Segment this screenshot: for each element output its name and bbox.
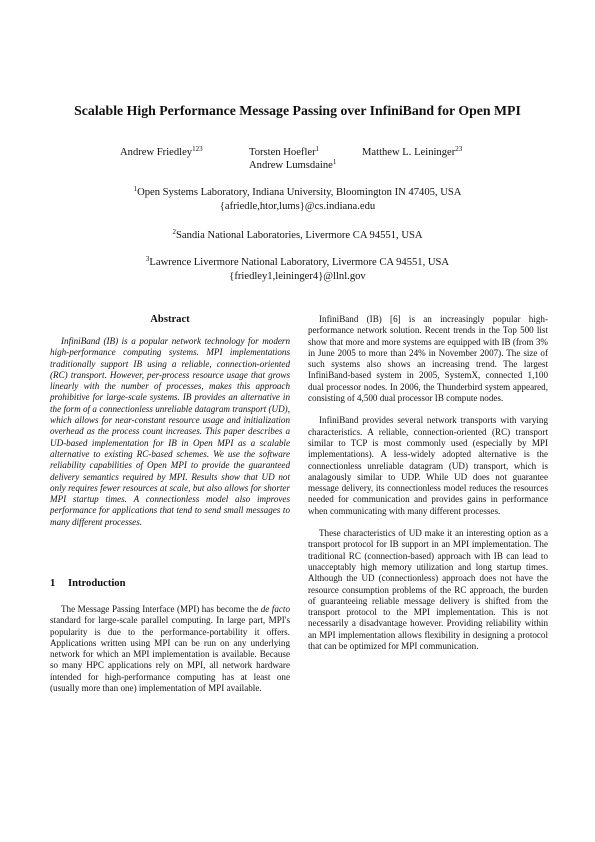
section-heading-introduction <box>50 578 126 589</box>
affiliation-email: {afriedle,htor,lums}@cs.indiana.edu <box>219 201 376 212</box>
intro-text-part: The Message Passing Interface (MPI) has become the <box>61 604 261 614</box>
affil-mark: 1 <box>133 185 138 193</box>
author-affil-mark: 1 <box>315 145 320 153</box>
section-title: Introduction <box>68 578 126 589</box>
paragraph-gap <box>308 517 548 528</box>
affil-mark: 3 <box>145 255 150 263</box>
affiliation-line <box>40 186 555 200</box>
section-number: 1 <box>50 578 56 589</box>
affiliation-line <box>40 256 555 270</box>
intro-text-emphasis: de facto <box>260 604 290 614</box>
affiliation-line <box>40 229 555 243</box>
intro-text <box>50 604 290 694</box>
author-name: Matthew L. Leininger <box>362 147 456 158</box>
abstract-body <box>50 336 290 528</box>
author-name: Andrew Friedley <box>120 147 193 158</box>
intro-text-part: standard for large-scale parallel computing. In large part, MPI's popularity is due to the performance-portability it offers. Applications written using MPI can be run on any underlying network for which an MPI implementation is available. Because so many HPC applications rely on MPI, all network hardware intended for high-performance computing has at least one (usually more than one) implementation of MPI available. <box>50 615 290 694</box>
affiliation-2 <box>40 229 555 243</box>
author-friedley <box>120 146 203 159</box>
author-affil-mark: 123 <box>192 145 203 153</box>
affil-mark: 2 <box>172 228 176 236</box>
author-affil-mark: 1 <box>332 158 337 166</box>
author-name: Torsten Hoefler <box>249 147 316 158</box>
affiliation-email: {friedley1,leininger4}@llnl.gov <box>229 271 366 282</box>
abstract-text: InfiniBand (IB) is a popular network technology for modern high-performance computing systems. MPI implementations traditionally support IB using a reliable, connection-oriented (RC) transport. However, per-process resource usage that grows linearly with the number of processes, makes this approach prohibitive for large-scale systems. IB provides an alternative in the form of a connectionless unreliable datagram transport (UD), which allows for near-constant resource usage and initialization overhead as the process count increases. This paper describes a UD-based implementation for IB in Open MPI as a scalable alternative to existing RC-based schemes. We use the software reliability capabilities of Open MPI to provide the guaranteed delivery semantics required by MPI. Results show that UD not only requires fewer resources at scale, but also allows for shorter MPI startup times. A connectionless model also improves performance for applications that tend to send small messages to many different processes. <box>50 336 290 527</box>
affiliation-1 <box>40 186 555 214</box>
author-affil-mark: 23 <box>455 145 463 153</box>
paper-title: Scalable High Performance Message Passing over InfiniBand for Open MPI <box>74 103 521 118</box>
affiliation-3 <box>40 256 555 284</box>
right-column <box>308 314 548 652</box>
author-leininger <box>362 146 462 159</box>
affil-text: Sandia National Laboratories, Livermore CA 94551, USA <box>175 230 423 241</box>
body-paragraph: InfiniBand (IB) [6] is an increasingly popular high-performance network solution. Recent trends in the Top 500 list show that more and more systems are equipped with IB (from 3% in June 2005 to more than 24% in November 2007). The size of such systems also shows an increasing trend. The largest InfiniBand-based system in 2005, SystemX, connected 1,100 dual processor nodes. In 2006, the Thunderbird system appeared, consisting of 4,500 dual processor IB compute nodes. <box>308 314 548 404</box>
abstract-heading: Abstract <box>150 314 190 325</box>
body-paragraph: These characteristics of UD make it an interesting option as a transport protocol for IB support in an MPI implementation. The traditional RC (connection-based) approach with IB can lead to unacceptably high memory utilization and long startup times. Although the UD (connectionless) approach does not have the resource consumption problems of the RC approach, the burden of guaranteeing reliable message delivery is shifted from the transport protocol to the MPI implementation. This is not necessarily a disadvantage however. Providing reliability within an MPI implementation allows flexibility in designing a protocol that can be optimized for MPI communication. <box>308 528 548 652</box>
affil-text: Lawrence Livermore National Laboratory, Livermore CA 94551, USA <box>149 257 450 268</box>
author-lumsdaine <box>249 159 336 172</box>
intro-paragraph <box>50 604 290 694</box>
paragraph-gap <box>308 404 548 415</box>
body-paragraph: InfiniBand provides several network transports with varying characteristics. A reliable, connection-oriented (RC) transport similar to TCP is most commonly used (especially by MPI implementations). A less-widely adopted alternative is the connectionless unreliable datagram (UD) transport, which is analagously similar to UDP. While UD does not guarantee message delivery, its connectionless model reduces the resources needed for communication and provides gains in performance when communicating with many different processes. <box>308 415 548 516</box>
author-name: Andrew Lumsdaine <box>249 160 333 171</box>
affil-text: Open Systems Laboratory, Indiana University, Bloomington IN 47405, USA <box>137 187 462 198</box>
author-hoefler <box>249 146 319 159</box>
